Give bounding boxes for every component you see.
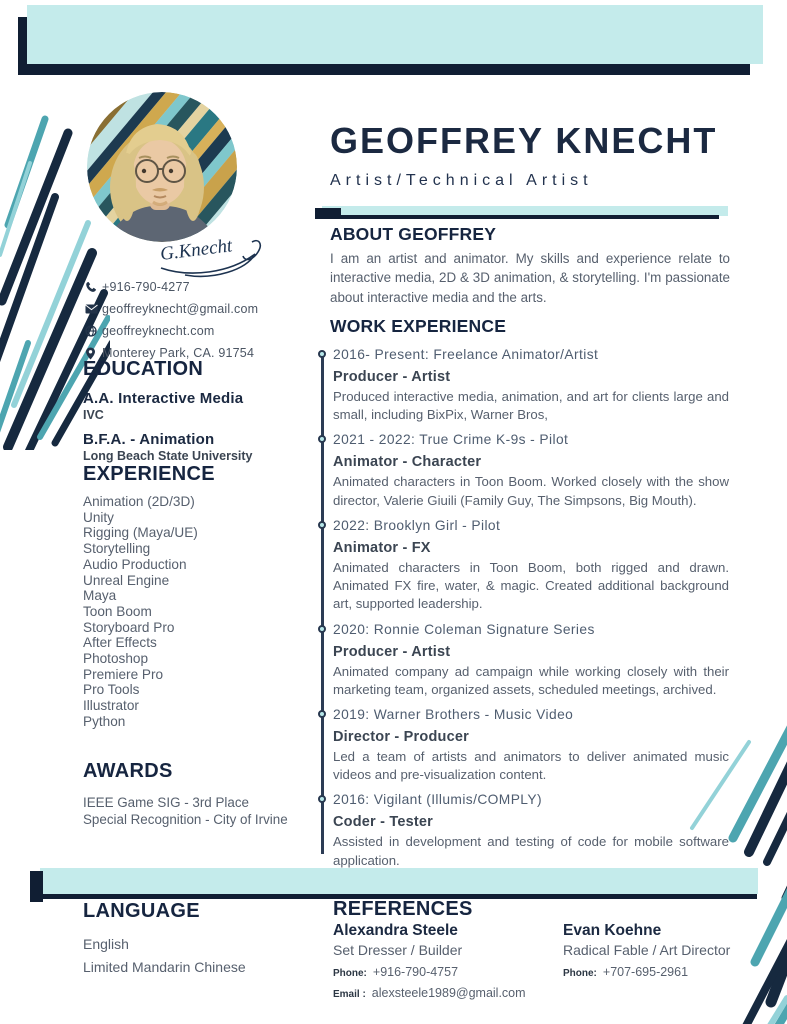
- about-section: [330, 224, 730, 307]
- contact-website: [85, 324, 320, 338]
- education-section: [83, 358, 323, 463]
- work-role: Coder - Tester: [333, 814, 434, 831]
- skill-item: Storyboard Pro: [83, 619, 175, 635]
- work-entry: [317, 517, 729, 614]
- work-desc: Assisted in development and testing of code for mobile software application.: [333, 834, 729, 868]
- reference-phone-label: Phone:: [333, 968, 367, 979]
- skill-item: Maya: [83, 588, 117, 604]
- contact-website-value: geoffreyknecht.com: [102, 324, 215, 338]
- skill-item: Pro Tools: [83, 682, 140, 698]
- language-item: Limited Mandarin Chinese: [83, 959, 246, 975]
- contact-phone: [85, 280, 320, 294]
- timeline-dot: [318, 521, 326, 529]
- skill-item: Python: [83, 713, 126, 729]
- work-desc: Produced interactive media, animation, and art for clients large and small, including BixPix, Warner Bros,: [333, 389, 729, 423]
- skill-item: Storytelling: [83, 541, 151, 557]
- language-list: [83, 933, 313, 979]
- references-heading: REFERENCES: [333, 898, 473, 920]
- timeline-dot: [318, 435, 326, 443]
- reference-phone-value: +707-695-2961: [602, 965, 689, 979]
- avatar: [87, 92, 237, 242]
- awards-heading: AWARDS: [83, 760, 173, 782]
- work-desc: Animated company ad campaign while working closely with their marketing team, organized assets, scheduled meetings, archived.: [333, 663, 729, 697]
- reference-phone: [563, 965, 787, 979]
- work-timeline: [317, 346, 729, 866]
- work-date: 2022: Brooklyn Girl - Pilot: [333, 517, 501, 533]
- skill-item: Photoshop: [83, 651, 149, 667]
- skill-item: Animation (2D/3D): [83, 494, 195, 509]
- skill-item: After Effects: [83, 635, 157, 651]
- reference-email-label: Email :: [333, 989, 366, 1000]
- education-item: [83, 390, 323, 422]
- page-title: GEOFFREY KNECHT: [330, 120, 718, 161]
- signature-text: G.Knecht: [159, 235, 234, 265]
- signature: [155, 228, 270, 278]
- skill-item: Unity: [83, 509, 114, 525]
- education-item: [83, 431, 323, 463]
- work-heading: WORK EXPERIENCE: [330, 316, 507, 336]
- work-role: Producer - Artist: [333, 369, 451, 385]
- work-role: Director - Producer: [333, 728, 469, 745]
- awards-section: [83, 760, 333, 828]
- skill-item: Rigging (Maya/UE): [83, 525, 198, 541]
- job-subtitle: Artist/Technical Artist: [330, 172, 593, 189]
- avatar-illustration: [87, 92, 237, 242]
- work-entry: [317, 706, 729, 784]
- skill-item: Unreal Engine: [83, 572, 170, 588]
- reference-phone-label: Phone:: [563, 968, 597, 979]
- awards-list: [83, 794, 333, 828]
- bottom-band-teal: [40, 868, 758, 894]
- work-entry: [317, 621, 729, 699]
- timeline-dot: [318, 350, 326, 358]
- work-role: Animator - Character: [333, 454, 482, 471]
- education-degree: A.A. Interactive Media: [83, 390, 244, 407]
- reference-role: Set Dresser / Builder: [333, 942, 463, 958]
- work-date: 2019: Warner Brothers - Music Video: [333, 706, 574, 722]
- contact-list: [85, 280, 320, 368]
- reference-email-value: alexsteele1989@gmail.com: [371, 986, 526, 1000]
- contact-phone-value: +916-790-4277: [102, 280, 190, 294]
- skill-item: Premiere Pro: [83, 666, 164, 682]
- language-item: English: [83, 936, 129, 952]
- language-heading: LANGUAGE: [83, 900, 200, 922]
- phone-icon: [85, 281, 102, 293]
- skills-heading: EXPERIENCE: [83, 463, 215, 485]
- work-date: 2016: Vigilant (Illumis/COMPLY): [333, 792, 542, 808]
- education-school: Long Beach State University: [83, 449, 253, 463]
- reference-phone: [333, 965, 558, 979]
- contact-email: [85, 302, 320, 316]
- award-item: Special Recognition - City of Irvine: [83, 812, 288, 827]
- work-entry: [317, 346, 729, 424]
- work-desc: Led a team of artists and animators to deliver animated music videos and pre-visualization content.: [333, 748, 729, 783]
- reference-phone-value: +916-790-4757: [372, 965, 459, 979]
- skill-item: Illustrator: [83, 698, 139, 714]
- reference-role: Radical Fable / Art Director: [563, 942, 731, 958]
- work-role: Animator - FX: [333, 539, 431, 556]
- skill-item: Audio Production: [83, 556, 187, 572]
- timeline-dot: [318, 710, 326, 718]
- email-icon: [85, 304, 102, 314]
- timeline-dot: [318, 625, 326, 633]
- work-date: 2020: Ronnie Coleman Signature Series: [333, 621, 595, 637]
- timeline-dot: [318, 795, 326, 803]
- education-heading: EDUCATION: [83, 358, 204, 380]
- skills-list: [83, 494, 323, 730]
- header-divider-navy: [315, 215, 719, 219]
- work-role: Producer - Artist: [333, 643, 451, 660]
- work-entry: [317, 431, 729, 509]
- globe-icon: [85, 325, 102, 337]
- reference-card: [333, 922, 558, 1000]
- about-heading: ABOUT GEOFFREY: [330, 224, 497, 244]
- reference-email: [333, 986, 558, 1000]
- top-banner-teal-bar: [27, 5, 763, 64]
- reference-name: Alexandra Steele: [333, 922, 458, 939]
- education-school: IVC: [83, 408, 104, 422]
- work-entry: [317, 791, 729, 869]
- work-desc: Animated characters in Toon Boom, both rigged and drawn. Animated FX fire, water, & magic. Created additional background art, supported leadership.: [333, 559, 729, 612]
- education-degree: B.F.A. - Animation: [83, 431, 215, 448]
- skill-item: Toon Boom: [83, 603, 152, 619]
- about-text: I am an artist and animator. My skills and experience relate to interactive media, 2D & 3D animation, & storytelling. I'm passionate about interactive media and the arts.: [330, 251, 730, 305]
- work-desc: Animated characters in Toon Boom. Worked closely with the show director, Valerie Giuili (Family Guy, The Simpsons, Big Mouth).: [333, 474, 729, 508]
- contact-location-value: Monterey Park, CA. 91754: [102, 346, 255, 360]
- reference-card: [563, 922, 787, 979]
- reference-name: Evan Koehne: [563, 922, 662, 939]
- award-item: IEEE Game SIG - 3rd Place: [83, 795, 249, 810]
- work-date: 2016- Present: Freelance Animator/Artist: [333, 347, 599, 362]
- language-section: [83, 900, 313, 979]
- work-date: 2021 - 2022: True Crime K-9s - Pilot: [333, 432, 569, 448]
- skills-section: [83, 463, 323, 730]
- contact-email-value: geoffreyknecht@gmail.com: [102, 302, 259, 316]
